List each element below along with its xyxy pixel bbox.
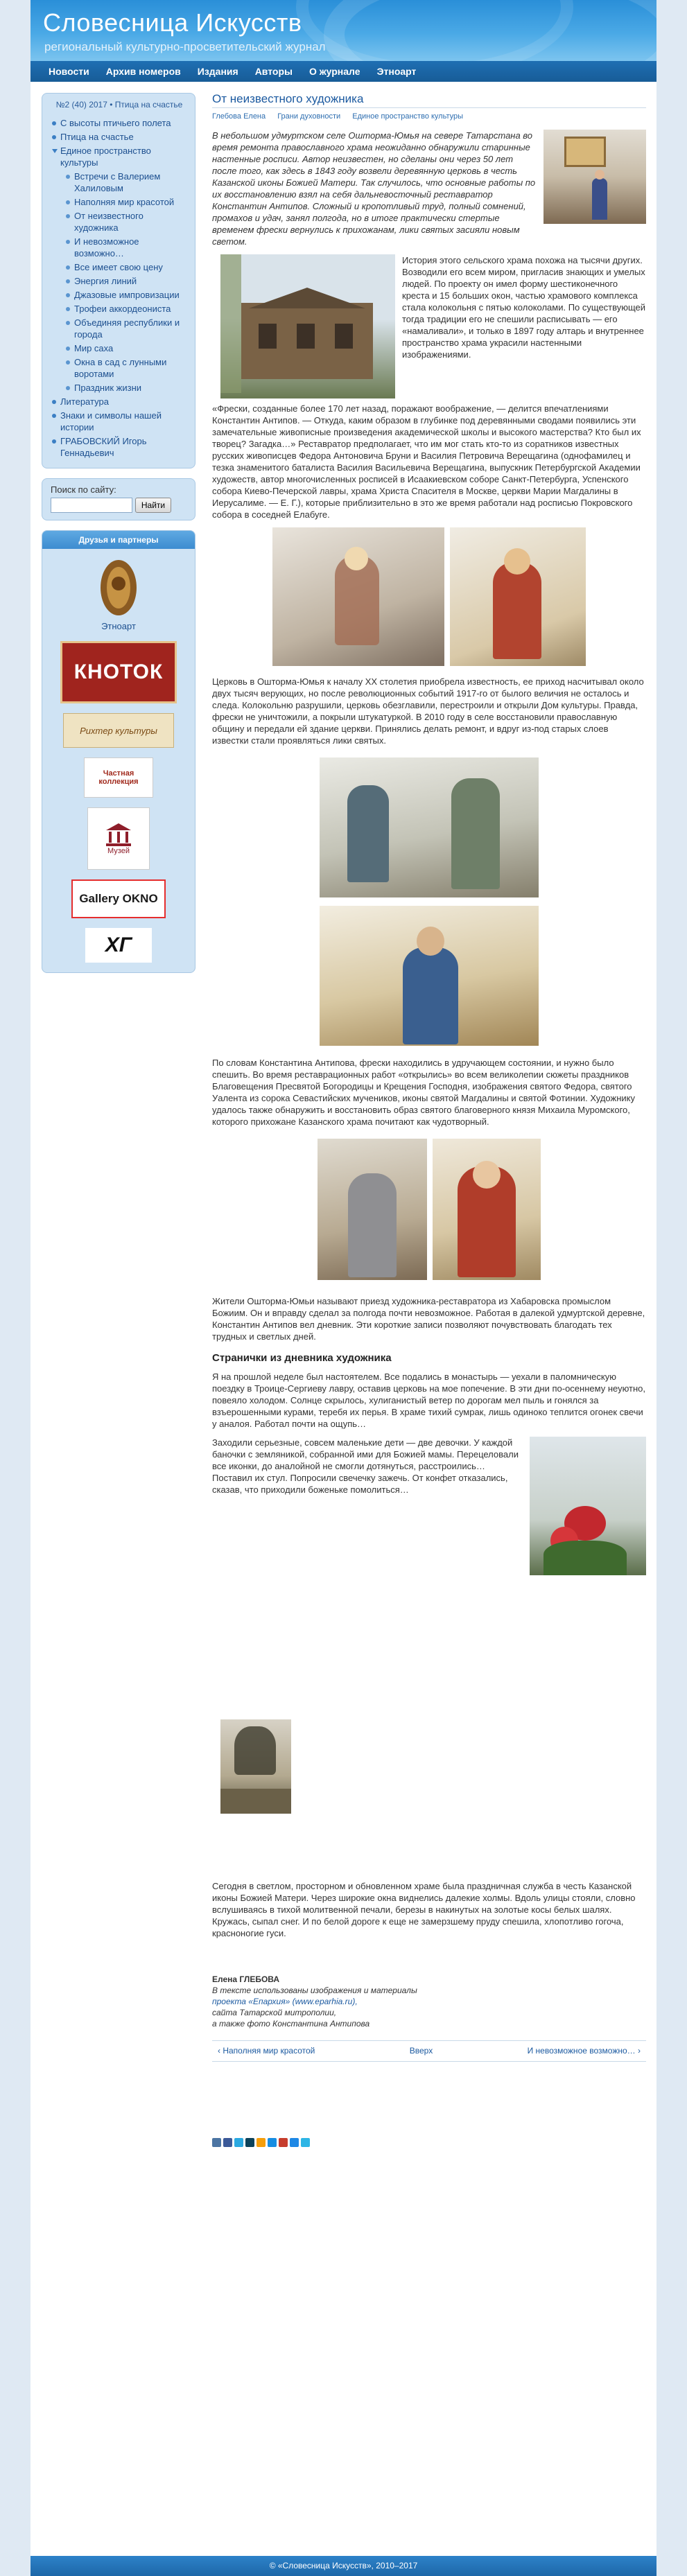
signature-line: сайта Татарской митрополии, bbox=[212, 2008, 337, 2017]
article-title: От неизвестного художника bbox=[212, 93, 646, 108]
submenu-item[interactable]: Все имеет свою цену bbox=[64, 261, 188, 273]
article-signature bbox=[212, 1974, 646, 2029]
site-header bbox=[31, 0, 656, 61]
partner-xg[interactable] bbox=[85, 928, 152, 963]
scroll-top-link[interactable]: Вверх bbox=[409, 2046, 433, 2056]
page bbox=[31, 0, 656, 2576]
article bbox=[212, 93, 646, 2147]
submenu-item[interactable]: Встречи с Валерием Халиловым bbox=[64, 170, 188, 194]
rubric-link[interactable]: Единое пространство культуры bbox=[352, 112, 464, 121]
partner-okno[interactable] bbox=[71, 879, 166, 918]
nav-news[interactable]: Новости bbox=[49, 66, 89, 77]
flowers-photo bbox=[530, 1437, 646, 1575]
diary-paragraph: Сегодня в светлом, просторном и обновленном храме была праздничная служба в честь Казанской иконы Божией Матери. Через широкие окна виднелись далекие холмы. Вдоль улицы стояли, словно вслушиваясь в тихой молитвенной печали, березы в накинутых на золотые косы белых шалях. Кружась, сыпал снег. И по белой дороге к еще не замерзшему пруду спешила, хлопотливо гогоча, красноногие гуси. bbox=[212, 1881, 636, 1938]
partner-ethnoart[interactable] bbox=[94, 556, 143, 631]
signature-line: а также фото Константина Антипова bbox=[212, 2019, 370, 2029]
signature-line[interactable]: проекта «Епархия» (www.eparhia.ru), bbox=[212, 1997, 358, 2006]
livejournal-share-icon[interactable] bbox=[245, 2138, 254, 2147]
submenu-item[interactable]: Окна в сад с лунными воротами bbox=[64, 356, 188, 380]
xg-logo-text: ХГ bbox=[105, 934, 132, 956]
menu-item[interactable]: Литература bbox=[51, 396, 188, 408]
knotok-logo-text: КНОТОК bbox=[73, 660, 164, 683]
submenu-item[interactable]: Энергия линий bbox=[64, 275, 188, 287]
prev-post-link[interactable]: ‹ Наполняя мир красотой bbox=[218, 2046, 315, 2056]
menu-item-open[interactable]: Единое пространство культуры Встречи с Валерием Халиловым Наполняя мир красотой От неизвестного художника И невозможное возможно… Все имеет свою цену Энергия линий Джазовые импровизации Трофеи аккордеониста Объединяя республики и города Мир саха Окна в сад с лунными воротами Праздник жизни bbox=[51, 145, 188, 394]
menu-item[interactable]: С высоты птичьего полета bbox=[51, 117, 188, 129]
submenu-item[interactable]: И невозможное возможно… bbox=[64, 236, 188, 259]
submenu-item-current[interactable]: От неизвестного художника bbox=[64, 210, 188, 234]
partner-label: Этноарт bbox=[101, 621, 136, 631]
diary-paragraph: Заходили серьезные, совсем маленькие дети — две девочки. У каждой баночки с земляникой, собранной ими для Божией мамы. Перецеловали все иконки, до аналойной не смогли дотянуться, расстроились… Поставил их стул. Попросили свечечку зажечь. От конфет отказались, сказав, что приходили боженьке помолиться… bbox=[212, 1437, 519, 1495]
diary-paragraph: Я на прошлой неделе был настоятелем. Все подались в монастырь — уехали в паломническую поездку в Троице-Сергиеву лавру, оставив церковь на мое попечение. В эти дни по-осеннему неуютно, повеяло холодом. Солнце скрылось, хулиганистый ветер по дорогам мел пыль и гонялся за взъерошенными курами, теребя их перья. В храме тихий сумрак, лишь одиноко теплится огонек свечи у аналоя. Работал почти на ощупь… bbox=[212, 1372, 646, 1429]
author-link[interactable]: Глебова Елена bbox=[212, 112, 266, 121]
surfingbird-share-icon[interactable] bbox=[301, 2138, 310, 2147]
rubric-link[interactable]: Грани духовности bbox=[277, 112, 341, 121]
nav-authors[interactable]: Авторы bbox=[254, 66, 293, 77]
post-navigation bbox=[212, 2040, 646, 2062]
site-subtitle: региональный культурно-просветительский журнал bbox=[44, 40, 326, 53]
article-paragraph: Жители Ошторма-Юмьи называют приезд художника-реставратора из Хабаровска промыслом Божиим. Он и вправду сделал за полгода почти невозможное. Работая в далекой удмуртской деревне, Константин Антипов вел дневник. Эти короткие записи позволяют почувствовать благодать тех трудных и светлых дней. bbox=[212, 1296, 645, 1342]
nav-ethnoart[interactable]: Этноарт bbox=[376, 66, 417, 77]
partner-culture[interactable] bbox=[63, 713, 174, 748]
article-lead: В небольшом удмуртском селе Ошторма-Юмья на севере Татарстана во время ремонта православного храма неожиданно обнаружили старинные настенные росписи. Автор неизвестен, но сделаны они через 50 лет после того, как здесь в 1843 году возвели деревянную церковь в честь Казанской иконы Божией Матери. Так случилось, что основные работы по их восстановлению взял на себя дальневосточный реставратор Константин Антипов. Сложный и кропотливый труд, полный сомнений, промахов и удач, занял полгода, но в итоге практически стертые временем фрески вернулись к прихожанам, лики святых засияли новым светом. bbox=[212, 130, 536, 247]
search-input[interactable] bbox=[51, 498, 132, 513]
nav-archive[interactable]: Архив номеров bbox=[105, 66, 181, 77]
church-photo bbox=[220, 254, 395, 398]
mailru-share-icon[interactable] bbox=[268, 2138, 277, 2147]
collection-logo-text: Частная коллекция bbox=[98, 769, 139, 786]
submenu-item[interactable]: Трофеи аккордеониста bbox=[64, 303, 188, 315]
blank-space bbox=[212, 1575, 646, 1719]
culture-logo-text: Рихтер культуры bbox=[80, 725, 157, 736]
menu-item[interactable]: Знаки и символы нашей истории bbox=[51, 410, 188, 433]
vk-share-icon[interactable] bbox=[212, 2138, 221, 2147]
article-paragraph: «Фрески, созданные более 170 лет назад, поражают воображение, — делится впечатлениями Константин Антипов. — Откуда, каким образом в глубинке под деревянными сводами появились эти замечательные живописные произведения академической школы и высокого мастерства? Кто был их творец? Загадка…» Реставратор предполагает, что им мог стать кто-то из соратников известных русских живописцев Федора Антоновича Бруни и Василия Петровича Верещагина (однофамилец и тезка знаменитого баталиста Василия Васильевича Верещагина, выпускник Петербургской Академии художеств, автор многочисленных росписей в Исаакиевском соборе Санкт-Петербурга, Успенского собора Киево-Печерской лавры, храма Христа Спасителя в Москве, церкви Марии Магдалины в Иерусалиме. — Е. Г.), которые приблизительно в это же время работали над росписью Покровского собора в соседней Елабуге. bbox=[212, 403, 641, 520]
menu-item[interactable]: Птица на счастье bbox=[51, 131, 188, 143]
facebook-share-icon[interactable] bbox=[223, 2138, 232, 2147]
article-paragraph: Церковь в Ошторма-Юмья к началу XX столетия приобрела известность, ее приход насчитывал около двух тысяч верующих, но после революционных событий 1917-го от былого величия не осталось и следа. Колокольню разрушили, церковь обезглавили, перестроили и открыли Дом культуры. Правда, фрески не уничтожили, а покрыли штукатуркой. В 2010 году в селе восстановили православную общину и передали ей здание церкви. Принялись делать ремонт, и вдруг из-под старых слоев известки стали проявляться лики святых. bbox=[212, 676, 644, 746]
nav-about[interactable]: О журнале bbox=[308, 66, 360, 77]
article-meta bbox=[212, 111, 646, 123]
main-nav bbox=[31, 61, 656, 82]
submenu-item[interactable]: Джазовые импровизации bbox=[64, 289, 188, 301]
next-post-link[interactable]: И невозможное возможно… › bbox=[527, 2046, 641, 2056]
fresco-photo bbox=[318, 1139, 427, 1280]
current-issue[interactable]: №2 (40) 2017 • Птица на счастье bbox=[55, 100, 183, 109]
site-footer: © «Словесница Искусств», 2010–2017 bbox=[31, 2556, 656, 2576]
partner-knotok[interactable] bbox=[60, 641, 177, 703]
submenu-item[interactable]: Объединяя республики и города bbox=[64, 317, 188, 340]
fresco-photo bbox=[272, 527, 444, 666]
fresco-photo bbox=[433, 1139, 541, 1280]
fresco-photo bbox=[450, 527, 586, 666]
partner-museum[interactable] bbox=[87, 807, 150, 870]
partners-heading: Друзья и партнеры bbox=[42, 531, 195, 549]
submenu-item[interactable]: Праздник жизни bbox=[64, 382, 188, 394]
sidebar bbox=[42, 93, 195, 983]
signature-line: В тексте использованы изображения и материалы bbox=[212, 1986, 417, 1995]
landscape-photo bbox=[220, 1719, 291, 1814]
share-buttons bbox=[212, 2138, 646, 2147]
ethnoart-logo-icon bbox=[94, 556, 143, 618]
article-paragraph: История этого сельского храма похожа на тысячи других. Возводили его всем миром, пригласив знающих и умелых людей. По проекту он имел форму шестиконечного креста и 15 больших окон, частью храмового комплекса стала колокольня с пятью колоколами. По существующей тогда традиции его не спешили расписывать — его «намаливали», и только в 1897 году алтарь и внутреннее пространство храма украсили настенными изображениями. bbox=[402, 255, 646, 360]
odnoklassniki-share-icon[interactable] bbox=[256, 2138, 266, 2147]
submenu-item[interactable]: Мир саха bbox=[64, 342, 188, 354]
moimir-share-icon[interactable] bbox=[290, 2138, 299, 2147]
submenu-item[interactable]: Наполняя мир красотой bbox=[64, 196, 188, 208]
twitter-share-icon[interactable] bbox=[234, 2138, 243, 2147]
site-title[interactable]: Словесница Искусств bbox=[43, 8, 302, 37]
signature-name: Елена ГЛЕБОВА bbox=[212, 1974, 280, 1984]
issue-menu bbox=[42, 93, 195, 468]
restorer-photo bbox=[543, 130, 646, 224]
partner-private-collection[interactable] bbox=[84, 757, 153, 798]
search-box bbox=[42, 478, 195, 520]
article-paragraph: По словам Константина Антипова, фрески находились в удручающем состоянии, и нужно было спешить. Во время реставрационных работ «открылись» во всем великолепии сюжеты праздников Благовещения Пресвятой Богородицы и Крещения Господня, изображения святого Федора, святого Уалента из сорока Севастийских мучеников, иконы святой Магдалины и святой Фотинии. Художнику удалось также обнаружить и восстановить образ святого благоверного князя Михаила Муромского, которого прихожане Казанского храма почитают как чудотворный. bbox=[212, 1058, 635, 1127]
fresco-photo bbox=[320, 906, 539, 1046]
section-heading: Странички из дневника художника bbox=[212, 1352, 392, 1364]
okno-logo-text: Gallery OKNO bbox=[79, 892, 158, 905]
googleplus-share-icon[interactable] bbox=[279, 2138, 288, 2147]
search-label: Поиск по сайту: bbox=[51, 484, 116, 495]
museum-icon bbox=[105, 822, 132, 847]
nav-editions[interactable]: Издания bbox=[197, 66, 238, 77]
search-button[interactable]: Найти bbox=[135, 498, 171, 513]
partners-box bbox=[42, 530, 195, 973]
fresco-photo bbox=[320, 757, 539, 897]
menu-item[interactable]: ГРАБОВСКИЙ Игорь Геннадьевич bbox=[51, 435, 188, 459]
museum-logo-text: Музей bbox=[107, 847, 130, 855]
